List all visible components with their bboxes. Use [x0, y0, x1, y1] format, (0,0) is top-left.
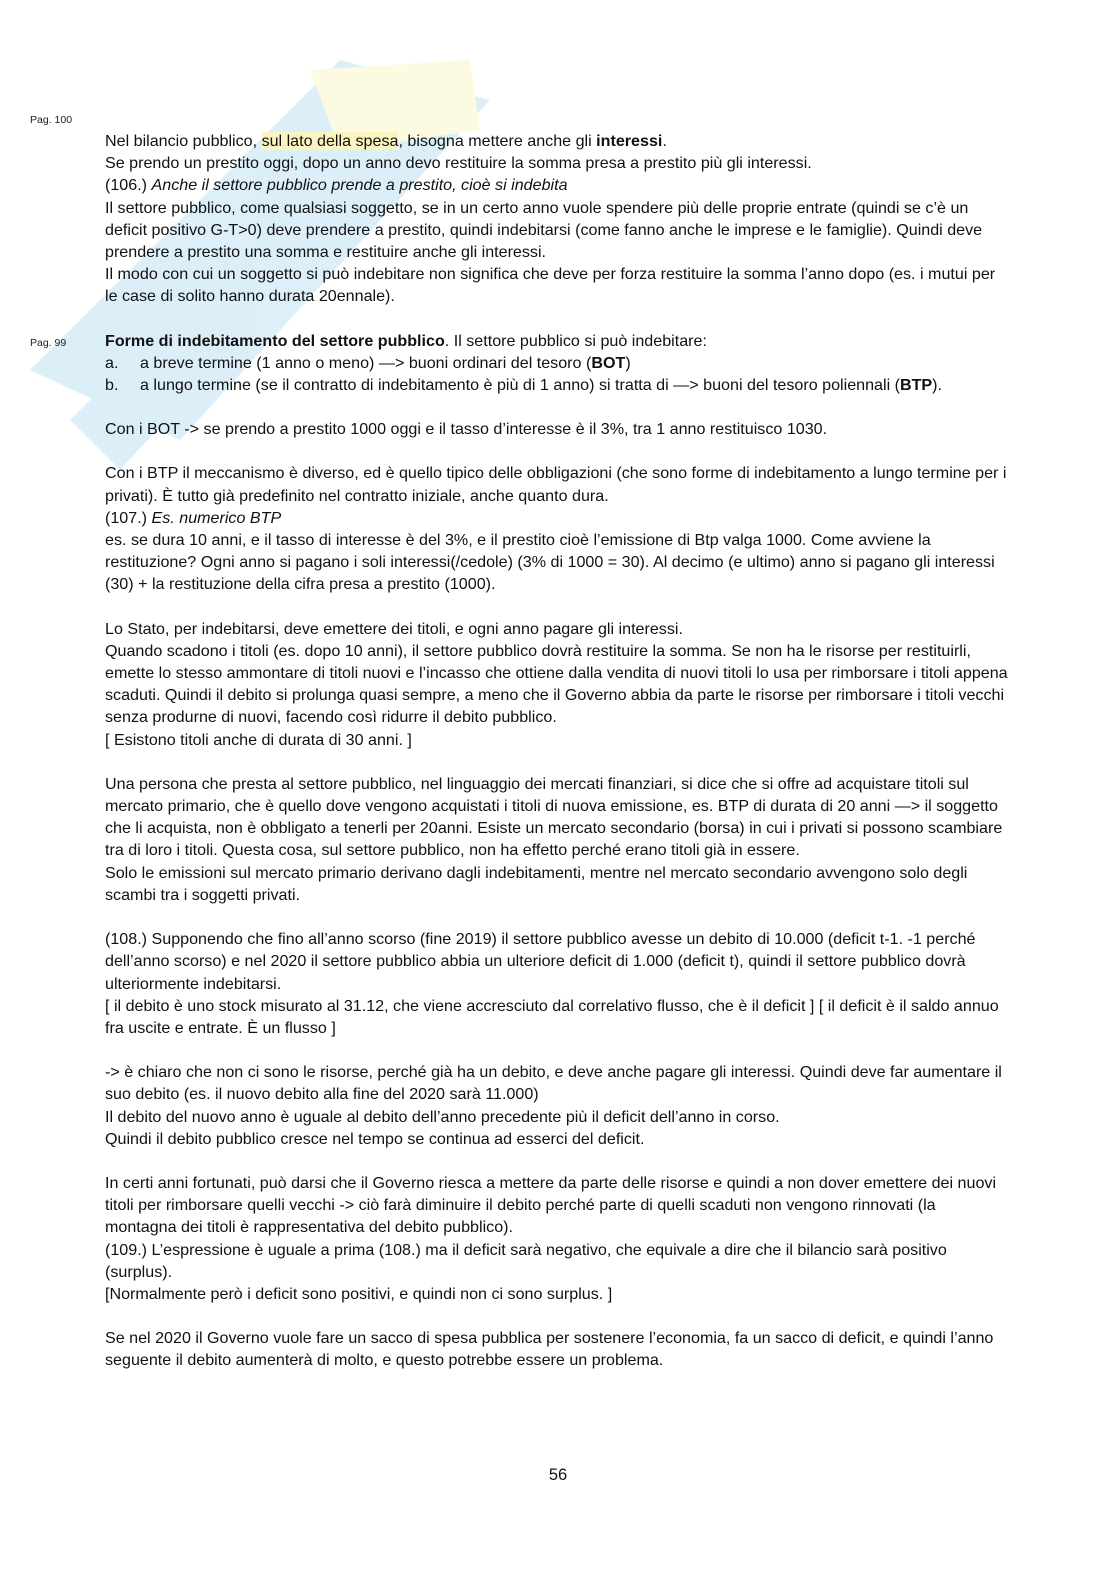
- paragraph-btp-example: es. se dura 10 anni, e il tasso di interesse è del 3%, e il prestito cioè l’emissione di Btp valga 1000. Come avviene la restituzione? Ogni anno si pagano i soli interessi(/cedole) (3% di 1000 = 30). Al decimo (e ultimo) anno si pagano gli interessi (30) + la restituzione della cifra presa a prestito (1000).: [105, 531, 995, 594]
- paragraph-interessi: Nel bilancio pubblico, sul lato della spesa, bisogna mettere anche gli interessi.: [105, 132, 667, 150]
- paragraph-mercato-secondario: Solo le emissioni sul mercato primario derivano dagli indebitamenti, mentre nel mercato secondario avvengono solo degli scambi tra i soggetti privati.: [105, 863, 968, 904]
- list-item: b. a lungo termine (se il contratto di indebitamento è più di 1 anno) si tratta di —> buoni del tesoro poliennali (BTP).: [105, 376, 943, 395]
- page-number: 56: [548, 1466, 568, 1484]
- document-body: [105, 130, 1010, 1372]
- paragraph-anni-fortunati: In certi anni fortunati, può darsi che il Governo riesca a mettere da parte delle risorse e quindi a non dover emettere dei nuovi titoli per rimborsare quelli vecchi -> ciò farà diminuire il debito perché parte di quelli scaduti non vengono rinnovati (la montagna dei titoli è rappresentativa del debito pubblico).: [105, 1173, 997, 1237]
- section-heading-forme: Forme di indebitamento del settore pubblico. Il settore pubblico si può indebitare:: [105, 331, 707, 350]
- paragraph-108: (108.) Supponendo che fino all’anno scorso (fine 2019) il settore pubblico avesse un debito di 10.000 (deficit t-1. -1 perché dell’anno scorso) e nel 2020 il settore pubblico abbia un ulteriore deficit di 1.000 (deficit t), quindi il settore pubblico dovrà ulteriormente indebitarsi.: [105, 930, 976, 993]
- page-reference-1: Pag. 100: [30, 114, 73, 126]
- paragraph-109: (109.) L’espressione è uguale a prima (108.) ma il deficit sarà negativo, che equivale a dire che il bilancio sarà positivo (surplus).: [105, 1240, 947, 1281]
- paragraph-btp: Con i BTP il meccanismo è diverso, ed è quello tipico delle obbligazioni (che sono forme di indebitamento a lungo termine per i privati). È tutto già predefinito nel contratto iniziale, anche quanto dura.: [105, 464, 1007, 505]
- paragraph-stock-flusso: [ il debito è uno stock misurato al 31.12, che viene accresciuto dal correlativo flusso, che è il deficit ] [ il deficit è il saldo annuo fra uscite e entrate. È un flusso ]: [105, 996, 999, 1037]
- page-reference-2: Pag. 99: [30, 337, 67, 349]
- highlighted-text: sul lato della spesa: [261, 132, 399, 150]
- paragraph-risorse: -> è chiaro che non ci sono le risorse, perché già ha un debito, e deve anche pagare gli interessi. Quindi deve far aumentare il suo debito (es. il nuovo debito alla fine del 2020 sarà 11.000): [105, 1063, 1002, 1104]
- paragraph-scadenza: Quando scadono i titoli (es. dopo 10 anni), il settore pubblico dovrà restituire la somma. Se non ha le risorse per restituirli, emette lo stesso ammontare di titoli nuovi e l’incasso che ottiene dalla vendita di nuovi titoli lo usa per rimborsare i titoli appena scaduti. Quindi il debito si prolunga quasi sempre, a meno che il Governo abbia da parte le risorse per rimborsare i titoli vecchi senza produrne di nuovi, facendo così ridurre il debito pubblico.: [105, 641, 1008, 727]
- paragraph-debito-cresce: Quindi il debito pubblico cresce nel tempo se continua ad esserci del deficit.: [105, 1129, 645, 1148]
- paragraph-stato: Lo Stato, per indebitarsi, deve emettere dei titoli, e ogni anno pagare gli interessi.: [105, 619, 683, 638]
- paragraph-debito-nuovo-anno: Il debito del nuovo anno è uguale al debito dell’anno precedente più il deficit dell’anno in corso.: [105, 1107, 780, 1126]
- bold-term-interessi: interessi: [596, 132, 663, 150]
- paragraph-2020: Se nel 2020 il Governo vuole fare un sacco di spesa pubblica per sostenere l’economia, fa un sacco di deficit, e quindi l’anno seguente il debito aumenterà di molto, e questo potrebbe essere un problema.: [105, 1329, 994, 1370]
- paragraph-note-30-anni: [ Esistono titoli anche di durata di 30 anni. ]: [105, 730, 412, 749]
- paragraph-bot: Con i BOT -> se prendo a prestito 1000 oggi e il tasso d’interesse è il 3%, tra 1 anno restituisco 1030.: [105, 420, 828, 439]
- subheading-107: (107.) Es. numerico BTP: [105, 508, 282, 527]
- paragraph-prestito: Se prendo un prestito oggi, dopo un anno devo restituire la somma presa a prestito più gli interessi.: [105, 154, 812, 173]
- paragraph-modo: Il modo con cui un soggetto si può indebitare non significa che deve per forza restituire la somma l’anno dopo (es. i mutui per le case di solito hanno durata 20ennale).: [105, 265, 996, 306]
- subheading-106: (106.) Anche il settore pubblico prende a prestito, cioè si indebita: [105, 176, 568, 195]
- paragraph-settore-pubblico: Il settore pubblico, come qualsiasi soggetto, se in un certo anno vuole spendere più delle proprie entrate (quindi se c’è un deficit positivo G-T>0) deve prendere a prestito, quindi indebitarsi (come fanno anche le imprese e le famiglie). Quindi deve prendere a prestito una somma e restituire anche gli interessi.: [105, 198, 983, 262]
- paragraph-surplus-note: [Normalmente però i deficit sono positivi, e quindi non ci sono surplus. ]: [105, 1284, 613, 1303]
- list-item: a. a breve termine (1 anno o meno) —> buoni ordinari del tesoro (BOT): [105, 353, 631, 372]
- paragraph-mercato-primario: Una persona che presta al settore pubblico, nel linguaggio dei mercati finanziari, si dice che si offre ad acquistare titoli sul mercato primario, che è quello dove vengono acquistati i titoli di nuova emissione, es. BTP di durata di 20 anni —> il soggetto che li acquista, non è obbligato a tenerli per 20anni. Esiste un mercato secondario (borsa) in cui i privati si possono scambiare tra di loro i titoli. Questa cosa, sul settore pubblico, non ha effetto perché erano titoli già in essere.: [105, 774, 1003, 860]
- forme-list: [105, 352, 1010, 396]
